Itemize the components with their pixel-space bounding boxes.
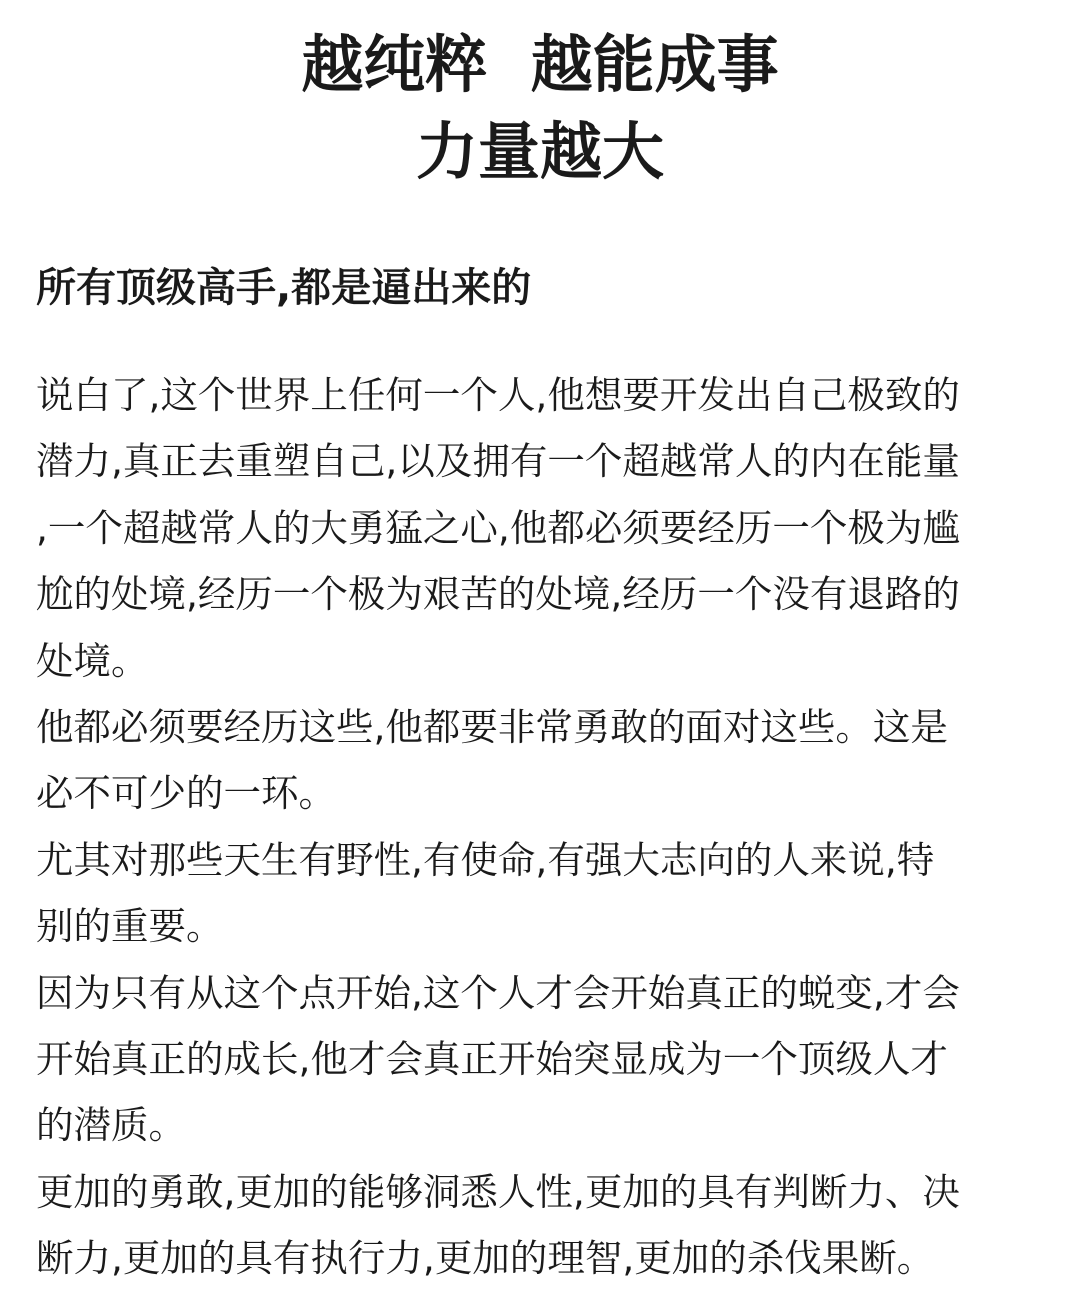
article-body xyxy=(36,362,1056,1291)
body-line: 断力,更加的具有执行力,更加的理智,更加的杀伐果断。 xyxy=(36,1236,935,1281)
body-line: 他都必须要经历这些,他都要非常勇敢的面对这些。这是 xyxy=(36,704,948,749)
body-line: 的潜质。 xyxy=(36,1103,186,1148)
body-line: 更加的勇敢,更加的能够洞悉人性,更加的具有判断力、决 xyxy=(36,1169,960,1214)
title-line-1: 越纯粹 越能成事 xyxy=(301,28,779,101)
section-heading: 所有顶级高手,都是逼出来的 xyxy=(36,265,532,311)
body-line: 别的重要。 xyxy=(36,904,224,949)
body-line: 处境。 xyxy=(36,638,149,683)
body-line: 尬的处境,经历一个极为艰苦的处境,经历一个没有退路的 xyxy=(36,572,960,617)
body-line: 开始真正的成长,他才会真正开始突显成为一个顶级人才 xyxy=(36,1036,948,1081)
body-line: 必不可少的一环。 xyxy=(36,771,336,816)
body-line: 尤其对那些天生有野性,有使命,有强大志向的人来说,特 xyxy=(36,837,935,882)
body-line: 潜力,真正去重塑自己,以及拥有一个超越常人的内在能量 xyxy=(36,439,960,484)
body-line: ,一个超越常人的大勇猛之心,他都必须要经历一个极为尴 xyxy=(36,505,960,550)
title-line-2: 力量越大 xyxy=(415,115,664,188)
body-line: 因为只有从这个点开始,这个人才会开始真正的蜕变,才会 xyxy=(36,970,960,1015)
body-line: 说白了,这个世界上任何一个人,他想要开发出自己极致的 xyxy=(36,373,960,417)
